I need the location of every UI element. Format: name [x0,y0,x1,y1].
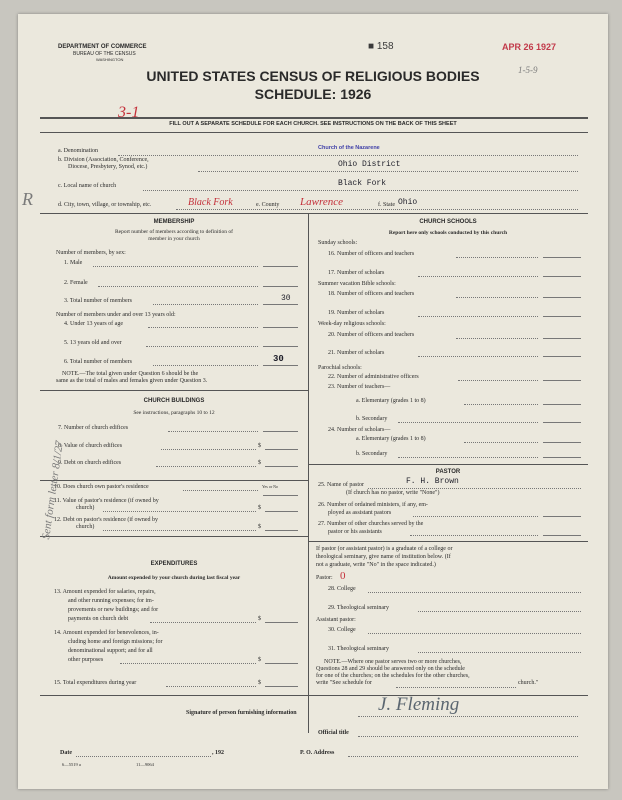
q14-line [120,663,256,664]
signature-line [358,716,578,717]
q15-total-expenditures: 15. Total expenditures during year [54,680,137,686]
q7-line [168,431,258,432]
q11-answer-line [265,511,298,512]
q6-line [153,365,258,366]
q27-answer-line [543,535,581,536]
q13-line-1: 13. Amount expended for salaries, repairs, [54,589,156,595]
q22-line [458,380,538,381]
q29-line [418,611,581,612]
q25-value: F. H. Brown [406,477,459,486]
official-title-label: Official title [318,730,349,736]
q11-value-residence: 11. Value of pastor's residence (if owned by [54,498,159,504]
q12-church: church) [76,524,95,530]
q9-answer-line [265,466,298,467]
pastor-graduate-label: Pastor: [316,575,333,581]
q9-debt-edifices: 9. Debt on church edifices [58,460,122,466]
q30-line [368,633,581,634]
expenditures-title: EXPENDITURES [150,561,198,567]
graduate-note-2: theological seminary, give name of institution below. (If [316,554,451,560]
q30-college: 30. College [328,627,356,633]
q31-seminary: 31. Theological seminary [328,646,390,652]
county-label: e. County [256,202,280,208]
q22-answer-line [543,380,581,381]
q3-line [153,304,258,305]
pastor-title: PASTOR [435,469,461,475]
po-address-label: P. O. Address [300,750,335,756]
residence-rule [40,480,308,481]
q15-line [166,686,256,687]
local-name-value: Black Fork [338,179,387,188]
q12-line [103,530,256,531]
city-name: WASHINGTON [96,57,124,62]
q14-line-1: 14. Amount expended for benevolences, in- [54,630,159,636]
q23b-secondary: b. Secondary [356,416,388,422]
q23a-line [464,404,538,405]
q1-line [93,266,258,267]
city-value: Black Fork [188,197,233,208]
q26-line-1: 26. Number of ordained ministers, if any, em- [318,502,428,508]
schedule-title: SCHEDULE: 1926 [254,86,372,102]
buildings-rule [40,390,308,391]
q26-answer-line [543,516,581,517]
assistant-label: Assistant pastor: [316,617,356,623]
local-name-label: c. Local name of church [58,183,117,189]
q8-dollar: $ [258,443,261,449]
q23a-elementary: a. Elementary (grades 1 to 8) [356,398,426,404]
q26-line [413,516,538,517]
q9-line [156,466,256,467]
state-value: Ohio [398,198,418,207]
q19-answer-line [543,316,581,317]
pastor-graduate-mark: 0 [340,570,346,582]
pastor-note-4: write "See schedule for [316,680,372,686]
official-title-line [358,736,578,737]
q4-answer-line [263,327,298,328]
parochial-label: Parochial schools: [318,365,362,371]
age-intro: Number of members under and over 13 years old: [56,312,176,318]
expenditures-rule [40,536,308,537]
signature-value: J. Fleming [378,694,460,715]
q23b-line [398,422,538,423]
q27-line-1: 27. Number of other churches served by the [318,521,424,527]
q25-line [368,488,581,489]
graduate-rule [308,541,588,542]
buildings-title: CHURCH BUILDINGS [143,398,205,404]
q27-line-2: pastor or his assistants [328,529,382,535]
by-sex-label: Number of members, by sex: [56,250,126,256]
q18-answer-line [543,297,581,298]
serial-value: 158 [376,41,394,52]
q14-answer-line [265,663,298,664]
form-number-2: 11—9064 [136,762,154,767]
po-address-line [348,756,578,757]
q23b-answer-line [543,422,581,423]
q8-answer-line [265,449,298,450]
q21-line [418,356,538,357]
q24a-elementary: a. Elementary (grades 1 to 8) [356,436,426,442]
q7-edifices: 7. Number of church edifices [58,425,129,431]
q24b-answer-line [543,457,581,458]
membership-title: MEMBERSHIP [153,219,195,225]
q28-line [368,592,581,593]
q25-note: (If church has no pastor, write "None") [346,490,440,496]
q13-line-4: payments on church debt [68,616,129,622]
dept-name: DEPARTMENT OF COMMERCE [58,44,147,50]
margin-note: Sent form letter 8/1/27 [40,440,66,541]
q24a-line [464,442,538,443]
q6-total: 6. Total number of members [64,359,132,365]
q11-dollar: $ [258,505,261,511]
margin-letter: R [22,189,33,209]
graduate-note-3: not a graduate, write "No" in the space indicated.) [316,562,436,568]
division-label: b. Division (Association, Conference, [58,157,149,163]
q31-line [418,652,581,653]
pastor-note-1: NOTE.—Where one pastor serves two or more churches, [324,659,462,665]
q28-college: 28. College [328,586,356,592]
q12-dollar: $ [258,524,261,530]
q19-line [418,316,538,317]
q13-answer-line [265,622,298,623]
membership-intro-1: Report number of members according to definition of [114,229,234,235]
q11-church: church) [76,505,95,511]
q6-value: 30 [273,354,284,364]
q5-over13: 5. 13 years old and over [64,340,122,346]
serial-number: ■ 158 [368,41,394,52]
census-schedule-sheet [18,14,608,789]
q19-scholars: 19. Number of scholars [328,310,385,316]
q13-line-2: and other running expenses; for im- [68,598,154,604]
q17-line [418,276,538,277]
q5-line [146,346,258,347]
q13-dollar: $ [258,616,261,622]
q24a-answer-line [543,442,581,443]
q12-answer-line [265,530,298,531]
q10-answer-line [263,495,298,496]
q14-line-4: other purposes [68,657,104,663]
division-label-2: Diocese, Presbytery, Synod, etc.) [68,164,148,170]
q3-total: 3. Total number of members [64,298,132,304]
q23-teachers: 23. Number of teachers— [328,384,391,390]
q17-scholars: 17. Number of scholars [328,270,385,276]
q20-officers: 20. Number of officers and teachers [328,332,415,338]
q20-answer-line [543,338,581,339]
q14-dollar: $ [258,657,261,663]
form-number-1: 6—5519 a [62,762,81,767]
summer-label: Summer vacation Bible schools: [318,281,396,287]
membership-note-1: NOTE.—The total given under Question 6 should be the [62,371,199,377]
received-date-stamp: APR 26 1927 [502,42,557,52]
expenditures-subtitle: Amount expended by your church during last fiscal year [107,575,241,581]
q16-officers: 16. Number of officers and teachers [328,251,415,257]
membership-note-2: same as the total of males and females given under Question 3. [56,378,208,384]
q17-answer-line [543,276,581,277]
q15-answer-line [265,686,298,687]
instruction-line: FILL OUT A SEPARATE SCHEDULE FOR EACH CHURCH. SEE INSTRUCTIONS ON THE BACK OF THIS SHEET [169,121,457,127]
q22-admin: 22. Number of administrative officers [328,374,419,380]
header-rule-bottom [40,132,588,133]
city-label: d. City, town, village, or township, etc. [58,202,152,208]
q24b-secondary: b. Secondary [356,451,388,457]
division-value: Ohio District [338,160,401,169]
sunday-label: Sunday schools: [318,240,358,246]
division-line [198,171,578,172]
q14-line-3: denominational support; and for all [68,648,153,654]
signature-rule [40,695,588,696]
q5-answer-line [263,346,298,347]
q21-answer-line [543,356,581,357]
date-line [76,756,211,757]
q24b-line [398,457,538,458]
q3-value: 30 [281,294,291,303]
q2-line [98,286,258,287]
denomination-value: Church of the Nazarene [318,145,380,151]
q16-answer-line [543,257,581,258]
date-year: , 192 [212,750,224,756]
q20-line [456,338,538,339]
q10-line [183,490,258,491]
red-handwritten-number: 3-1 [118,104,140,121]
q8-value-edifices: 8. Value of church edifices [58,443,123,449]
pastor-note-line [396,687,516,688]
q27-line [410,535,538,536]
q23a-answer-line [543,404,581,405]
q3-answer-line [263,304,298,305]
local-name-line [143,190,578,191]
membership-intro-2: member in your church [148,236,200,242]
denomination-line [118,155,578,156]
q2-answer-line [263,286,298,287]
bureau-name: BUREAU OF THE CENSUS [73,51,136,57]
q13-line [150,622,256,623]
q13-line-3: provements or new buildings; and for [68,607,159,613]
body-rule-top [40,213,588,214]
pastor-rule [308,464,588,465]
q10-yes-no: Yes or No [262,484,279,489]
q10-owns-residence: 10. Does church own pastor's residence [54,484,149,490]
pastor-note-3: for one of the churches; on the schedules for the other churches, [316,673,470,679]
denomination-label: a. Denomination [58,148,98,154]
q1-male: 1. Male [64,260,83,266]
q29-seminary: 29. Theological seminary [328,605,390,611]
q21-scholars: 21. Number of scholars [328,350,385,356]
q8-line [161,449,256,450]
schools-intro: Report here only schools conducted by this church [388,230,508,236]
signature-label: Signature of person furnishing information [186,710,297,716]
schools-title: CHURCH SCHOOLS [419,219,477,225]
q14-line-2: cluding home and foreign missions; for [68,639,163,645]
graduate-note-1: If pastor (or assistant pastor) is a graduate of a college or [316,546,453,552]
pastor-note-2: Questions 28 and 29 should be answered only on the schedule [316,666,465,672]
q15-dollar: $ [258,680,261,686]
q7-answer-line [263,431,298,432]
q4-under13: 4. Under 13 years of age [64,321,123,327]
q18-line [456,297,538,298]
weekday-label: Week-day religious schools: [318,321,386,327]
date-label: Date [60,750,72,756]
q2-female: 2. Female [64,280,88,286]
q18-officers: 18. Number of officers and teachers [328,291,415,297]
county-value: Lawrence [300,196,343,208]
q4-line [148,327,258,328]
q12-debt-residence: 12. Debt on pastor's residence (if owned by [54,517,159,523]
q25-pastor-name: 25. Name of pastor [318,482,364,488]
q9-dollar: $ [258,460,261,466]
q16-line [456,257,538,258]
q1-answer-line [263,266,298,267]
pencil-date: 1-5-9 [518,65,538,75]
q11-line [103,511,256,512]
buildings-subtitle: See instructions, paragraphs 10 to 12 [133,410,215,416]
q26-line-2: ployed as assistant pastors [328,510,392,516]
city-line [176,209,578,210]
state-label: f. State [378,202,395,208]
q6-answer-line [263,365,298,366]
header-rule-top [40,117,588,119]
q24-scholars: 24. Number of scholars— [328,427,391,433]
form-title: UNITED STATES CENSUS OF RELIGIOUS BODIES [146,68,480,84]
pastor-note-5: church." [518,680,539,686]
